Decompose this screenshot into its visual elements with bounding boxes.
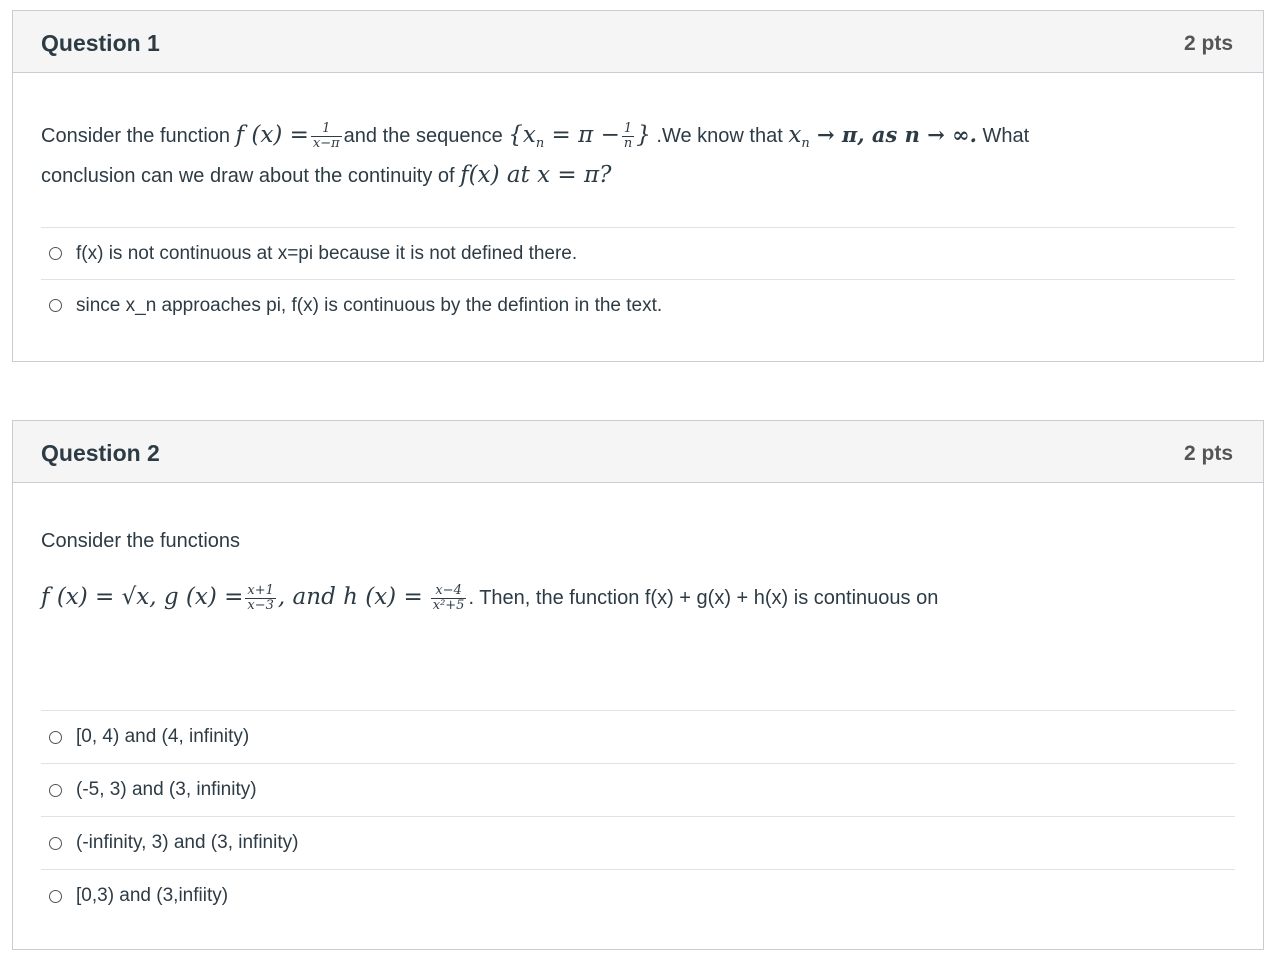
frac-denominator: x−π <box>312 136 340 152</box>
answer-list <box>41 227 1235 331</box>
math-seq-fraction <box>622 122 634 151</box>
question-title: Question 2 <box>41 440 160 466</box>
math-limit-rest: → π, as n → ∞. <box>809 122 977 147</box>
question-title: Question 1 <box>41 30 160 56</box>
radio-button[interactable] <box>49 299 62 312</box>
math-f-lhs: f (x) = <box>235 122 309 148</box>
radio-button[interactable] <box>49 837 62 850</box>
math-limit: x <box>788 122 802 148</box>
question-text <box>41 521 1235 618</box>
frac-denominator: n <box>623 136 633 152</box>
answer-option[interactable] <box>41 227 1235 279</box>
math-tail: f(x) at x = π? <box>460 162 612 188</box>
math-h-fraction <box>431 584 467 613</box>
math-limit-sub: n <box>801 136 810 151</box>
answer-option[interactable] <box>41 763 1235 816</box>
frac-denominator: x−3 <box>247 598 274 614</box>
frac-numerator: x+1 <box>247 583 274 599</box>
answer-label: (-5, 3) and (3, infinity) <box>76 779 257 800</box>
question-intro: Consider the functions <box>41 530 241 552</box>
answer-list <box>41 710 1235 922</box>
math-f-g-def: f (x) = √x, g (x) = <box>41 584 244 610</box>
question-header <box>13 421 1263 483</box>
radio-button[interactable] <box>49 890 62 903</box>
math-h-def: , and h (x) = <box>277 584 423 610</box>
question-points: 2 pts <box>1183 32 1233 55</box>
answer-option[interactable] <box>41 710 1235 763</box>
frac-numerator: x−4 <box>431 584 467 599</box>
radio-button[interactable] <box>49 731 62 744</box>
text-part4: What <box>976 125 1030 147</box>
math-fraction <box>311 122 342 151</box>
text-part1: Consider the function <box>41 125 236 147</box>
text-part2: and the sequence <box>343 125 509 147</box>
answer-label: f(x) is not continuous at x=pi because it is not defined there. <box>76 242 578 264</box>
math-seq-eq: = π − <box>544 122 620 148</box>
frac-numerator: 1 <box>622 122 634 137</box>
math-g-fraction <box>245 584 276 613</box>
question-tail: . Then, the function f(x) + g(x) + h(x) is continuous on <box>468 587 939 609</box>
answer-label: (-infinity, 3) and (3, infinity) <box>76 832 299 853</box>
question-text <box>41 115 1235 195</box>
answer-label: since x_n approaches pi, f(x) is continuous by the defintion in the text. <box>76 294 663 316</box>
math-seq-open: {x <box>508 122 536 148</box>
text-part3: .We know that <box>650 125 789 147</box>
math-seq-sub: n <box>535 136 545 151</box>
answer-option[interactable] <box>41 816 1235 869</box>
answer-label: [0, 4) and (4, infinity) <box>76 726 250 747</box>
frac-denominator: x²+5 <box>432 598 465 614</box>
radio-button[interactable] <box>49 247 62 260</box>
question-card-2 <box>12 420 1264 950</box>
question-card-1 <box>12 10 1264 362</box>
question-header <box>13 11 1263 73</box>
frac-numerator: 1 <box>311 122 342 137</box>
math-seq-close: } <box>636 122 651 148</box>
answer-label: [0,3) and (3,infiity) <box>76 885 229 906</box>
text-part5: conclusion can we draw about the continuity of <box>41 165 461 187</box>
answer-option[interactable] <box>41 279 1235 331</box>
radio-button[interactable] <box>49 784 62 797</box>
question-points: 2 pts <box>1183 442 1233 465</box>
answer-option[interactable] <box>41 869 1235 922</box>
